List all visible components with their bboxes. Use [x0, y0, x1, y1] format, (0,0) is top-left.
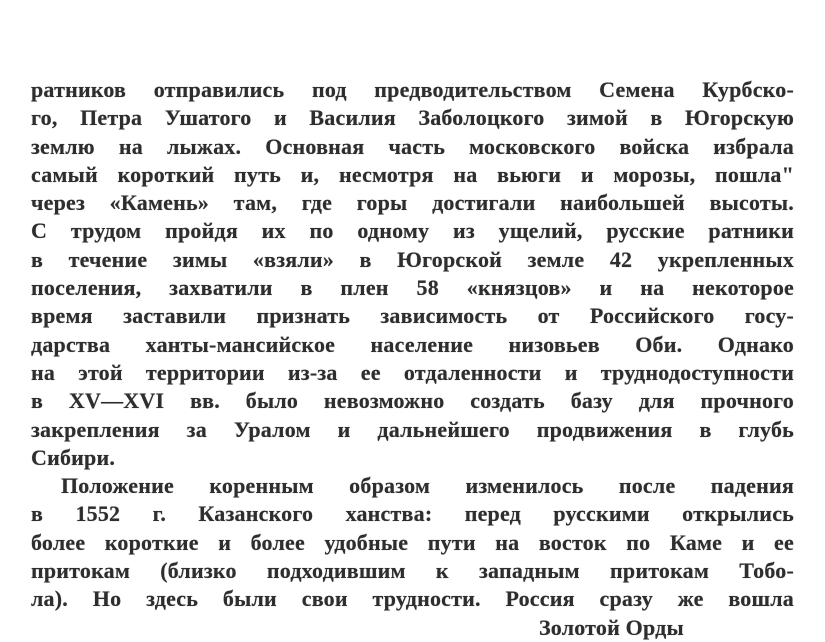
text-line: С трудом пройдя их по одному из ущелий, русские ратники	[31, 218, 794, 244]
cut-off-line-fragment: Золотой Орды	[539, 614, 684, 640]
text-line-paragraph-start: Положение коренным образом изменилось после падения	[61, 473, 794, 499]
text-line: ратников отправились под предводительством Семена Курбско-	[31, 77, 794, 102]
text-line: закрепления за Уралом и дальнейшего продвижения в глубь	[31, 416, 794, 442]
body-text	[31, 76, 794, 640]
text-line: землю на лыжах. Основная часть московского войска избрала	[31, 133, 794, 159]
text-line: поселения, захватили в плен 58 «князцов» и на некоторое	[31, 275, 794, 301]
text-line: дарства ханты-мансийское население низовьев Оби. Однако	[31, 331, 794, 357]
text-line: время заставили признать зависимость от Российского госу-	[31, 303, 794, 329]
text-line: притокам (близко подходившим к западным притокам Тобо-	[31, 558, 794, 584]
text-line: через «Камень» там, где горы достигали наибольшей высоты.	[31, 190, 794, 216]
text-line: в XV—XVI вв. было невозможно создать базу для прочного	[31, 388, 794, 414]
text-line: самый короткий путь и, несмотря на вьюги и морозы, пошла"	[31, 161, 794, 187]
text-line: в течение зимы «взяли» в Югорской земле 42 укрепленных	[31, 246, 794, 272]
text-line-cut-off-by-page-edge	[31, 614, 794, 640]
text-line: на этой территории из-за ее отдаленности и труднодоступности	[31, 359, 794, 385]
text-line: го, Петра Ушатого и Василия Заболоцкого зимой в Югорскую	[31, 105, 794, 131]
text-line: ла). Но здесь были свои трудности. Россия сразу же вошла	[31, 586, 794, 612]
text-line: более короткие и более удобные пути на восток по Каме и ее	[31, 529, 794, 555]
text-line: в 1552 г. Казанского ханства: перед русскими открылись	[31, 501, 794, 527]
text-line-paragraph-end: Сибири.	[31, 444, 116, 470]
